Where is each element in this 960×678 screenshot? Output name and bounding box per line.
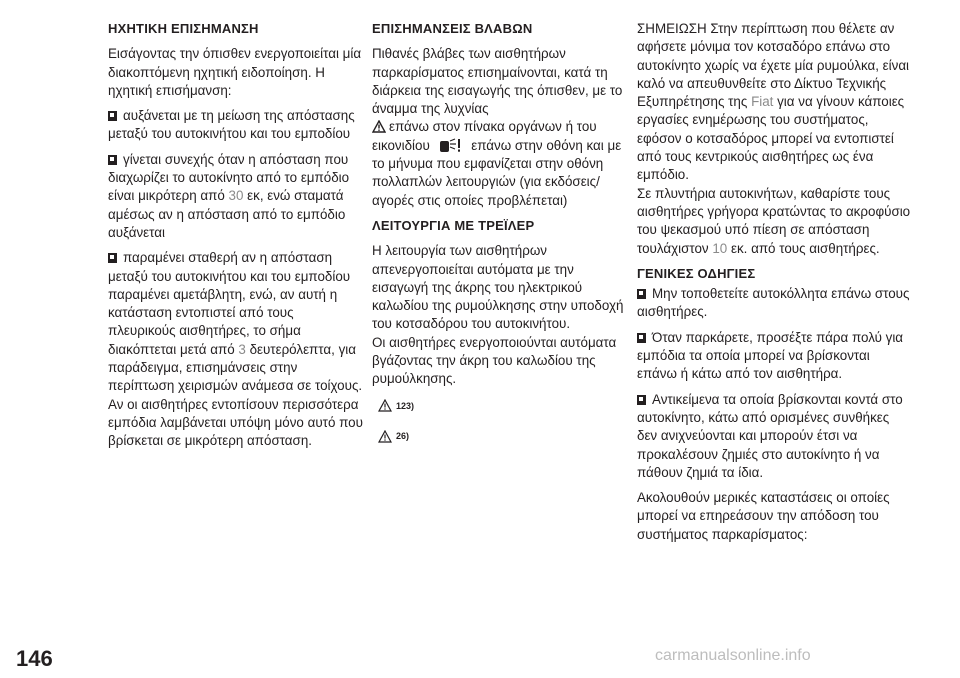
checkbox-bullet-icon [637, 289, 646, 299]
bullet-item: παραμένει σταθερή αν η απόσταση μεταξύ του αυτοκινήτου και του εμποδίου παραμένει αμετάβλητη, ενώ, αν αυτή η κατάσταση εντοπιστεί από τους πλευρικούς αισθητήρες, το σήμα διακόπτεται μετά από 3 δευτερόλεπτα, για παράδειγμα, επισημάνσεις στην περίπτωση χειρισμών ανάμεσα σε τοίχους. [108, 250, 363, 394]
page-number: 146 [16, 646, 53, 671]
car-wash-note: Σε πλυντήρια αυτοκινήτων, καθαρίστε τους αισθητήρες γρήγορα κρατώντας το ακροφύσιο του ψεκασμού υπό πίεση σε απόσταση τουλάχιστον 10 εκ. από τους αισθητήρες. [637, 185, 911, 256]
warning-triangle-icon [378, 399, 392, 412]
note-ref-26: 26) [378, 427, 627, 445]
trailer-text-2: Οι αισθητήρες ενεργοποιούνται αυτόματα βγάζοντας την άκρη του καλωδίου της ρυμούλκησης. [372, 334, 617, 387]
bullet-item: γίνεται συνεχής όταν η απόσταση που διαχωρίζει το αυτοκίνητο από το εμπόδιο είναι μικρότερη από 30 εκ, ενώ σταματά αμέσως αν η απόσταση από το εμπόδιο αυξάνεται [108, 151, 350, 240]
checkbox-bullet-icon [108, 253, 117, 263]
bullet-item: Όταν παρκάρετε, προσέξτε πάρα πολύ για εμπόδια τα οποία μπορεί να βρίσκονται επάνω ή κάτω από τον αισθητήρα. [637, 329, 904, 382]
column-3 [637, 20, 912, 551]
conditions-intro: Ακολουθούν μερικές καταστάσεις οι οποίες μπορεί να επηρεάσουν την απόδοση του συστήματος παρκαρίσματος: [637, 490, 890, 542]
watermark: carmanualsonline.info [655, 647, 811, 664]
checkbox-bullet-icon [108, 155, 117, 165]
fault-signals-text: Πιθανές βλάβες των αισθητήρων παρκαρίσματος επισημαίνονται, κατά τη διάρκεια της εισαγωγής της όπισθεν, με το άναμμα της λυχνίας επάνω στον πίνακα οργάνων ή του εικονιδίου επάνω στην οθόνη και με το μήνυμα που εμφανίζεται στην οθόνη πολλαπλών λειτουργιών (για εκδόσεις/αγορές στις οποίες προβλέπεται) [372, 46, 623, 208]
acoustic-signal-heading: ΗΧΗΤΙΚΗ ΕΠΙΣΗΜΑΝΣΗ [108, 21, 259, 36]
bullet-item: Αντικείμενα τα οποία βρίσκονται κοντά στο αυτοκίνητο, κάτω από ορισμένες συνθήκες δεν ανιχνεύονται και μπορούν έτσι να προκαλέσουν ζημιές στο αυτοκίνητο ή να πάθουν ζημιά τα ίδια. [637, 391, 903, 480]
side-chapter-tab [0, 0, 44, 678]
tow-hook-note: ΣΗΜΕΙΩΣΗ Στην περίπτωση που θέλετε αν αφήσετε μόνιμα τον κοτσαδόρο επάνω στο αυτοκίνητο χωρίς να έχετε μία ρυμούλκα, είναι καλό να απευθυνθείτε στο Δίκτυο Τεχνικής Εξυπηρέτησης της Fiat για να γίνουν κάποιες εργασίες ενημέρωσης του συστήματος, εφόσον ο κοτσαδόρος μπορεί να εντοπιστεί από τους κεντρικούς αισθητήρες ως ένα εμπόδιο. [637, 21, 910, 183]
column-2 [372, 20, 627, 445]
warning-triangle-icon [372, 120, 386, 133]
checkbox-bullet-icon [108, 111, 117, 121]
trailer-text-1: Η λειτουργία των αισθητήρων απενεργοποιείται αυτόματα με την εισαγωγή της άκρης του ηλεκτρικού καλωδίου της ρυμούλκησης στην υποδοχή του κοτσαδόρου του αυτοκινήτου. [372, 243, 624, 332]
bullet-item: Μην τοποθετείτε αυτοκόλλητα επάνω στους αισθητήρες. [637, 286, 910, 320]
bullet-item: αυξάνεται με τη μείωση της απόστασης μεταξύ του αυτοκινήτου και του εμποδίου [108, 108, 355, 142]
parking-sensor-fault-icon [434, 138, 468, 153]
note-ref-123: 123) [378, 397, 627, 415]
acoustic-intro: Εισάγοντας την όπισθεν ενεργοποιείται μία διακοπτόμενη ηχητική ειδοποίηση. Η ηχητική επισήμανση: [108, 46, 362, 98]
fault-signals-heading: ΕΠΙΣΗΜΑΝΣΕΙΣ ΒΛΑΒΩΝ [372, 21, 533, 36]
caution-info-icon [378, 430, 392, 443]
multiple-obstacles-text: Αν οι αισθητήρες εντοπίσουν περισσότερα εμπόδια λαμβάνεται υπόψη μόνο αυτό που βρίσκεται σε μικρότερη απόσταση. [108, 396, 363, 449]
trailer-heading: ΛΕΙΤΟΥΡΓΙΑ ΜΕ ΤΡΕΪΛΕΡ [372, 217, 535, 233]
checkbox-bullet-icon [637, 333, 646, 343]
checkbox-bullet-icon [637, 395, 646, 405]
general-instructions-heading: ΓΕΝΙΚΕΣ ΟΔΗΓΙΕΣ [637, 265, 756, 281]
column-1 [108, 20, 363, 458]
